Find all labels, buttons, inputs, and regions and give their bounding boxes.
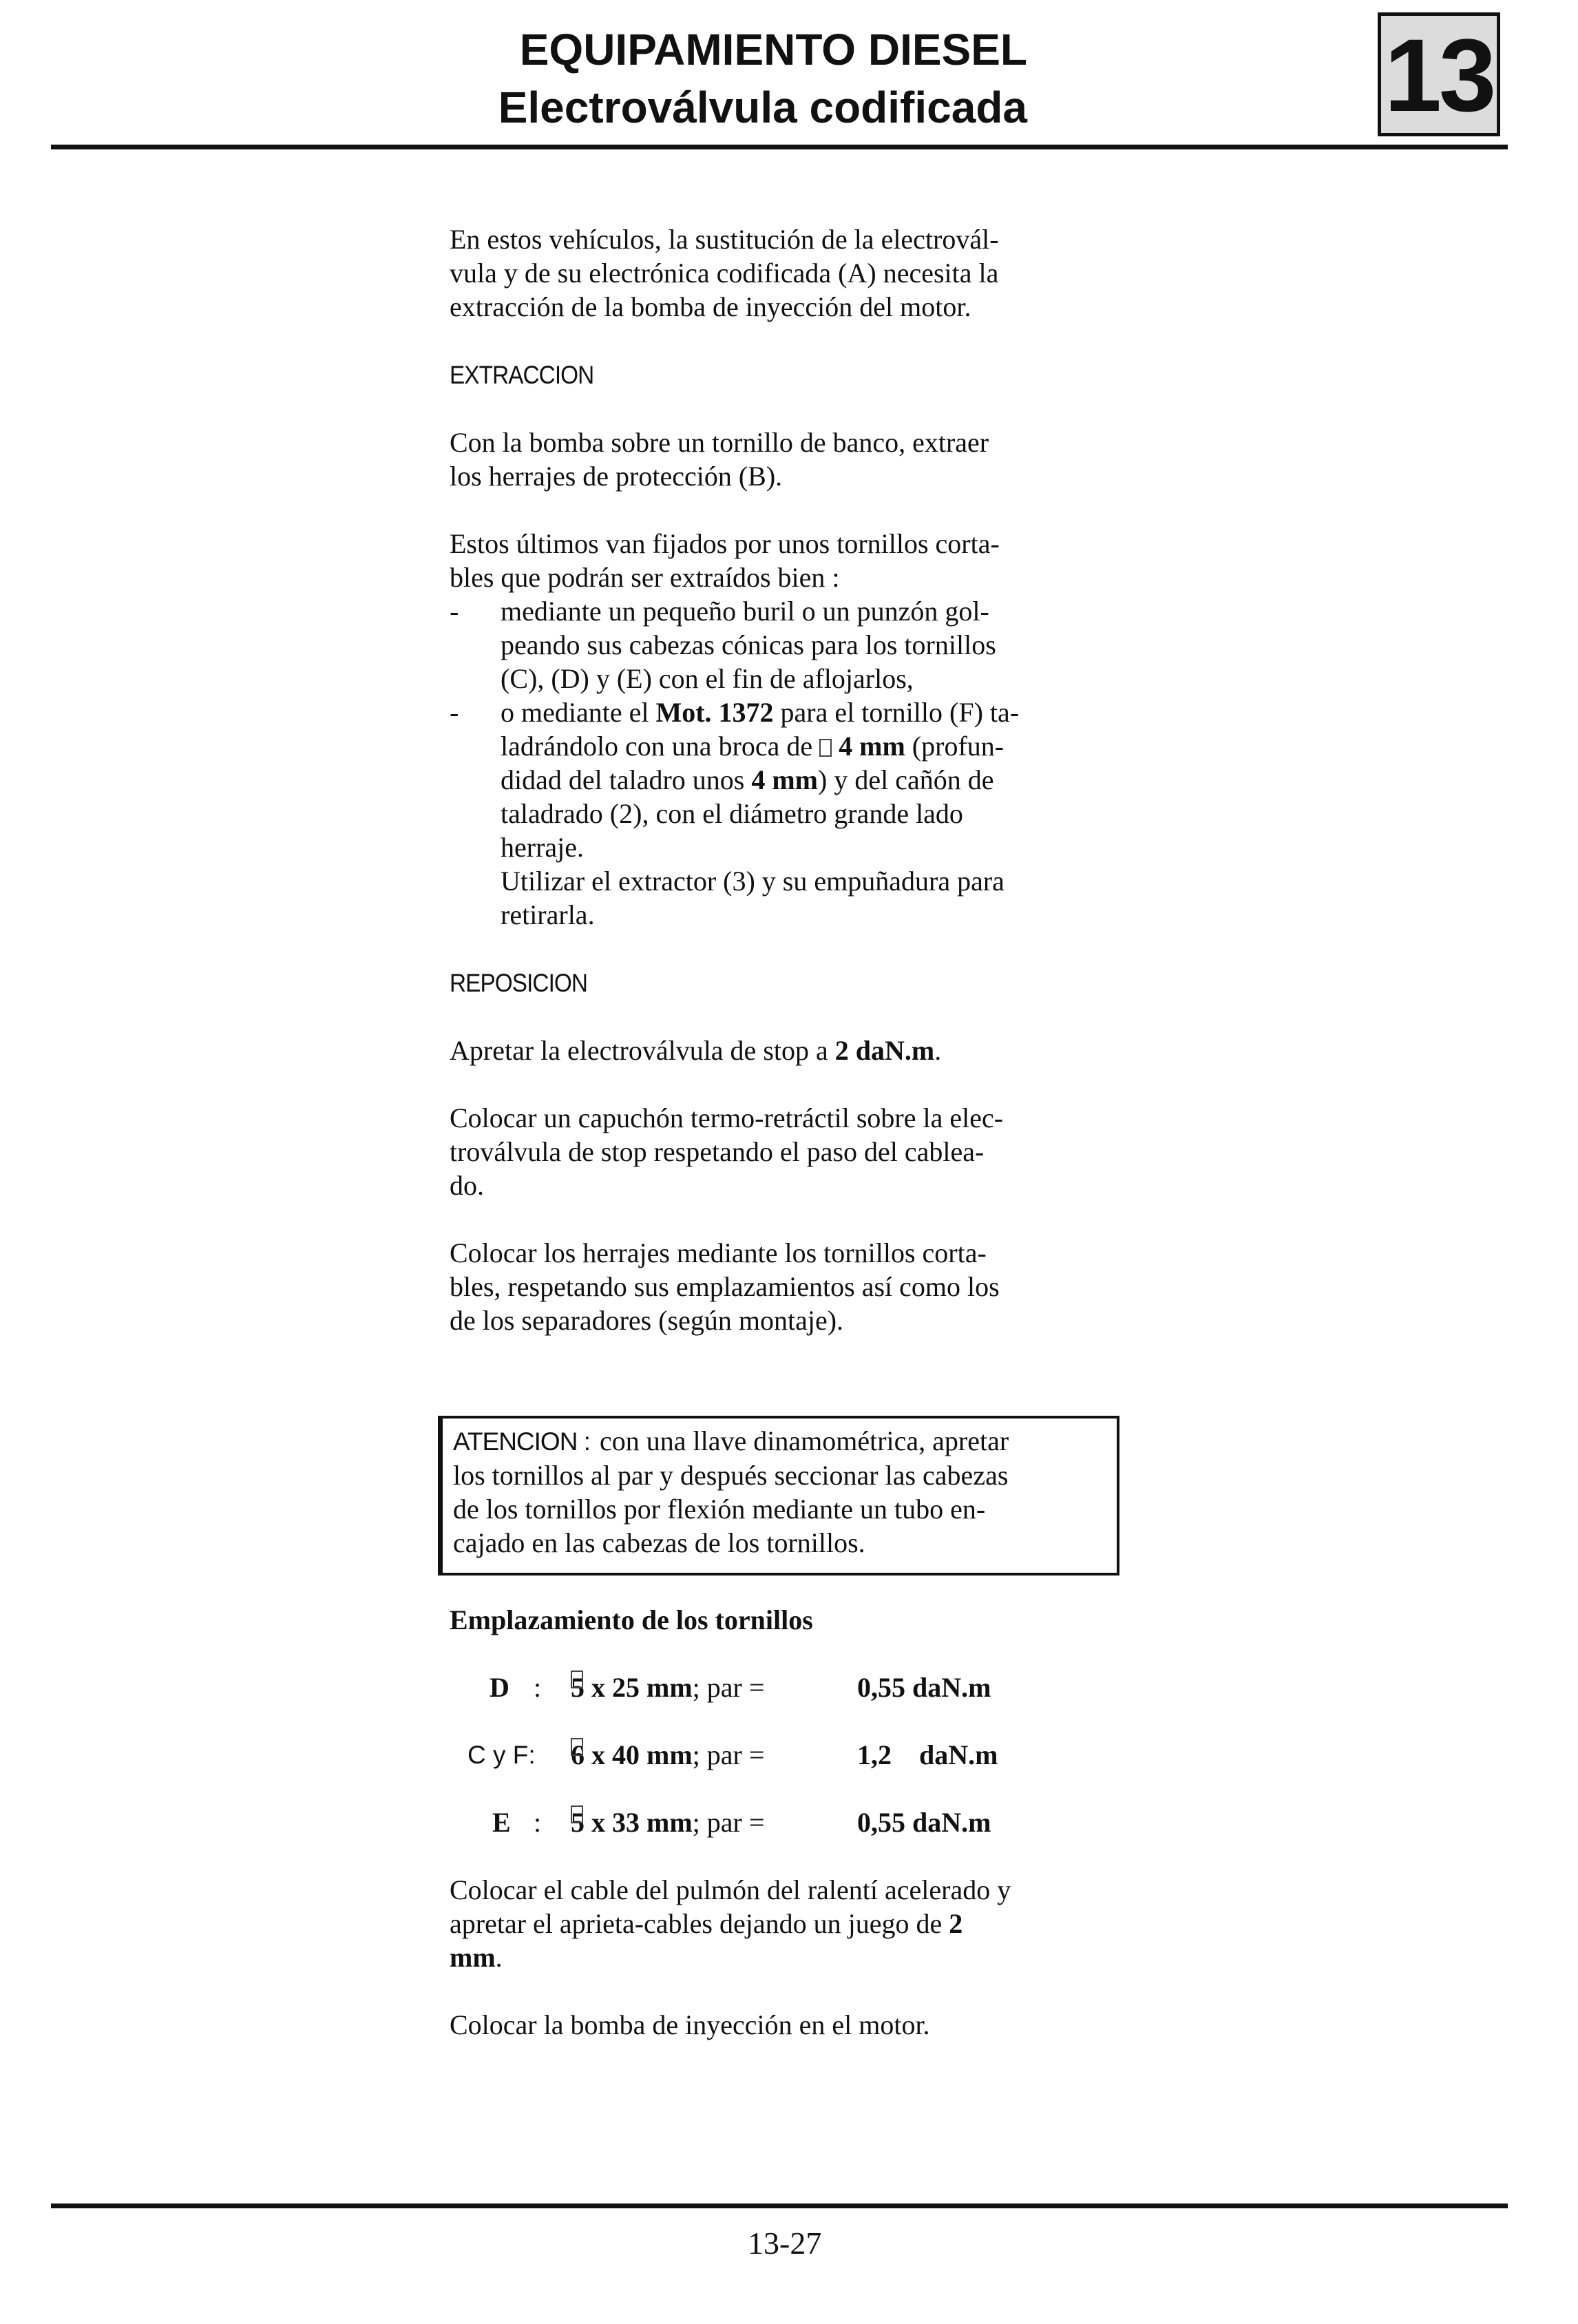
section-title: EQUIPAMIENTO DIESEL <box>519 25 1027 74</box>
subsection-title: Electroválvula codificada <box>498 83 1027 132</box>
reposicion-heading: REPOSICION <box>450 969 588 997</box>
list-item: - o mediante el Mot. 1372 para el tornillo (F) ta- ladrándolo con una broca de 4 mm (profun- didad del taladro unos 4 mm) y del cañón de taladrado (2), con el diámetro grande lado herraje. Utilizar el extractor (3) y su empuñadura para retirarla. <box>450 697 1020 930</box>
paragraph-line: de los separadores (según montaje). <box>450 1305 844 1336</box>
diameter-symbol-icon <box>819 739 832 757</box>
paragraph-line: mm. <box>450 1942 503 1973</box>
spec-row: D : 5 x 25 mm ; par = 0,55 daN.m <box>490 1672 991 1703</box>
diameter-symbol-icon <box>571 1738 583 1756</box>
attention-box: ATENCION : con una llave dinamométrica, apretar los tornillos al par y después seccionar las cabezas de los tornillos por flexión mediante un tubo en- cajado en las cabezas de los tornillos. <box>438 1416 1119 1575</box>
diameter-symbol-icon <box>571 1805 583 1823</box>
chapter-number-box: 13 <box>1378 12 1500 136</box>
spec-row: C y F: 6 x 40 mm ; par = 1,2 daN.m <box>467 1739 998 1770</box>
spec-row: E : 5 x 33 mm ; par = 0,55 daN.m <box>492 1807 991 1838</box>
paragraph-line: Con la bomba sobre un tornillo de banco, extraer <box>450 427 989 458</box>
paragraph-line: Colocar un capuchón termo-retráctil sobre la elec- <box>450 1102 1004 1133</box>
attention-label: ATENCION : <box>453 1427 590 1456</box>
page-title <box>498 21 1027 136</box>
header-rule <box>51 145 1508 149</box>
extraccion-heading: EXTRACCION <box>450 361 594 389</box>
bullet-dash: - <box>450 596 459 627</box>
specs-section <box>450 1603 1097 2042</box>
paragraph-line: Apretar la electroválvula de stop a 2 daN.m. <box>450 1035 942 1066</box>
bullet-dash: - <box>450 697 459 728</box>
diameter-symbol-icon <box>571 1671 583 1688</box>
paragraph-line: bles, respetando sus emplazamientos así como los <box>450 1271 1000 1302</box>
paragraph-line: do. <box>450 1170 484 1201</box>
footer-rule <box>51 2203 1508 2208</box>
paragraph-line: apretar el aprieta-cables dejando un juego de 2 <box>450 1908 963 1939</box>
paragraph-line: Estos últimos van fijados por unos tornillos corta- <box>450 528 1000 559</box>
list-item: - mediante un pequeño buril o un punzón gol- peando sus cabezas cónicas para los tornillos (C), (D) y (E) con el fin de aflojarlos, <box>450 596 996 694</box>
intro-line: vula y de su electrónica codificada (A) necesita la <box>450 258 999 289</box>
intro-line: En estos vehículos, la sustitución de la electrovál- <box>450 224 999 255</box>
page-number: 13-27 <box>748 2226 822 2261</box>
paragraph-line: los herrajes de protección (B). <box>450 461 783 492</box>
specs-title: Emplazamiento de los tornillos <box>450 1604 813 1635</box>
intro-line: extracción de la bomba de inyección del motor. <box>450 291 971 322</box>
paragraph-line: bles que podrán ser extraídos bien : <box>450 562 840 593</box>
paragraph-line: troválvula de stop respetando el paso del cablea- <box>450 1136 985 1167</box>
main-content <box>450 222 1097 1337</box>
paragraph-line: Colocar la bomba de inyección en el motor. <box>450 2009 930 2040</box>
paragraph-line: Colocar los herrajes mediante los tornillos corta- <box>450 1237 987 1268</box>
paragraph-line: Colocar el cable del pulmón del ralentí acelerado y <box>450 1874 1011 1905</box>
